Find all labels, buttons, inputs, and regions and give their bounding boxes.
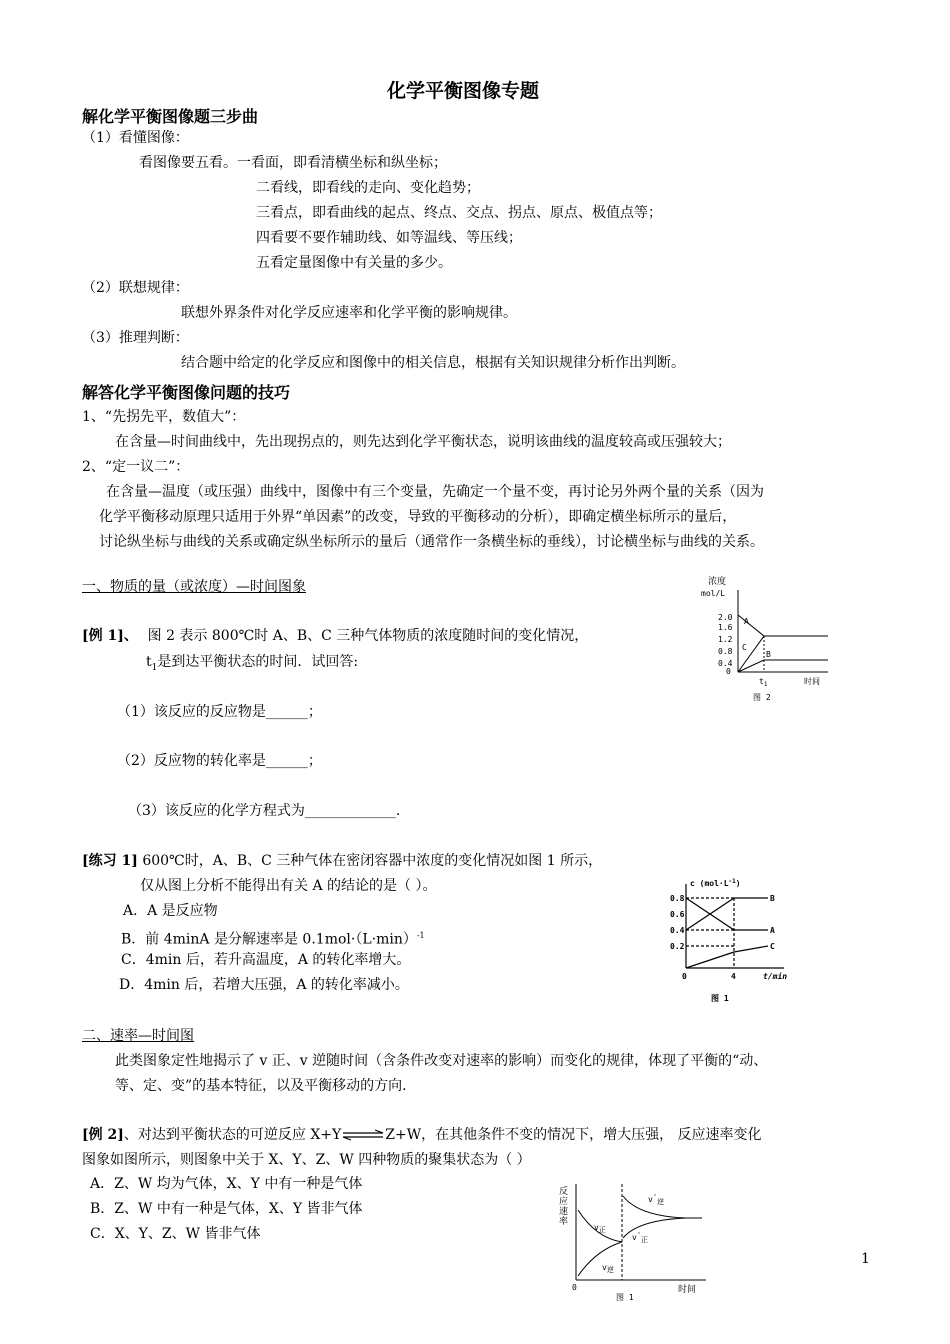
fig3-ylabel-char: 应 xyxy=(559,1197,569,1207)
example1-text xyxy=(82,627,588,645)
fig2-xtick: $t_1$ xyxy=(759,677,768,688)
fig2-series-label: C xyxy=(742,643,747,652)
figure-rate-time xyxy=(556,1180,716,1304)
fig3-v-ni-prime-label: v'逆 xyxy=(648,1193,665,1206)
step3-label: （3）推理判断： xyxy=(82,330,189,346)
example2-option-c: C．X、Y、Z、W 皆非气体 xyxy=(90,1226,261,1242)
section-heading-steps: 解化学平衡图像题三步曲 xyxy=(82,107,259,126)
practice1-line2: 仅从图上分析不能得出有关 A 的结论的是（ ）。 xyxy=(140,878,437,894)
example2-text: [例 2]、对达到平衡状态的可逆反应 X+Y Z+W，在其他条件不变的情况下，增大压强， 反应速率变化 xyxy=(82,1127,762,1143)
fig1-series-label: B xyxy=(770,894,775,903)
practice1-text: [练习 1] 600℃时，A、B、C 三种气体在密闭容器中浓度的变化情况如图 1 所示， xyxy=(82,853,603,869)
fig2-ytick: 0.8 xyxy=(718,647,733,656)
fig1-caption: 图 1 xyxy=(711,994,729,1003)
section-heading-tips: 解答化学平衡图像问题的技巧 xyxy=(82,383,291,402)
tip2-line: 讨论纵坐标与曲线的关系或确定纵坐标所示的量后（通常作一条横坐标的垂线），讨论横坐标与曲线的关系。 xyxy=(99,534,764,550)
example1-q3: （3）该反应的化学方程式为_____________. xyxy=(128,803,401,819)
fig1-ylabel: c $(mol\cdot L^{-1})$ xyxy=(690,878,741,888)
figure-2-concentration-time xyxy=(698,572,868,704)
line-a-decline xyxy=(738,615,764,636)
v-ni-curve-before xyxy=(578,1242,622,1276)
step1-line: 二看线，即看线的走向、变化趋势； xyxy=(256,180,480,196)
example1-q2: （2）反应物的转化率是______； xyxy=(117,753,322,769)
line-c-rise xyxy=(686,952,734,968)
step1-line: 五看定量图像中有关量的多少。 xyxy=(256,255,452,271)
example2-option-b: B．Z、W 中有一种是气体，X、Y 皆非气体 xyxy=(90,1201,363,1217)
line-c-plateau xyxy=(734,946,768,952)
step2-label: （2）联想规律： xyxy=(82,280,189,296)
fig3-ylabel-char: 率 xyxy=(559,1217,569,1227)
step1-label: （1）看懂图像： xyxy=(82,130,189,146)
fig3-ylabel-char: 速 xyxy=(559,1207,569,1217)
part2-intro-line: 此类图象定性地揭示了 v 正、v 逆随时间（含条件改变对速率的影响）而变化的规律，体现了平衡的“动、 xyxy=(115,1053,768,1069)
fig2-series-label: B xyxy=(766,650,771,659)
tip1-title: 1、“先拐先平，数值大”： xyxy=(82,409,246,425)
example1-line2: $t_1$是到达平衡状态的时间．试回答: xyxy=(146,654,359,673)
fig3-v-zheng-label: v正 xyxy=(594,1223,606,1234)
tip1-text: 在含量—时间曲线中，先出现拐点的，则先达到化学平衡状态，说明该曲线的温度较高或压强较大； xyxy=(115,434,731,450)
reversible-arrow-icon xyxy=(341,1129,385,1141)
fig2-ylabel: 浓度 xyxy=(708,577,727,587)
page-number: 1 xyxy=(861,1251,870,1267)
page-title: 化学平衡图像专题 xyxy=(387,80,540,102)
fig1-ytick: 0.6 xyxy=(670,910,685,919)
fig2-yunit: mol/L xyxy=(701,589,726,598)
figure-1-concentration-time xyxy=(664,872,804,1008)
fig3-v-ni-label: v逆 xyxy=(602,1263,614,1274)
practice1-option-d: D．4min 后，若增大压强，A 的转化率减小。 xyxy=(119,977,409,993)
practice1-option-b: B．前 4minA 是分解速率是 $0.1mol\cdot(L\cdot\min)^{-1}$ xyxy=(121,931,425,948)
example1-label: [例 1]、 xyxy=(82,628,138,644)
fig2-caption: 图 2 xyxy=(753,693,771,702)
fig1-series-label: C xyxy=(770,942,775,951)
part2-intro-line: 等、定、变”的基本特征，以及平衡移动的方向. xyxy=(115,1078,407,1094)
practice1-option-a: A．A 是反应物 xyxy=(123,903,218,919)
example2-line2: 图象如图所示，则图象中关于 X、Y、Z、W 四种物质的聚集状态为（ ） xyxy=(82,1152,531,1168)
fig1-ytick: 0 xyxy=(682,972,687,981)
practice1-label: [练习 1] xyxy=(82,853,138,869)
fig2-ytick: 0.4 xyxy=(718,659,733,668)
fig3-v-zheng-prime-label: v'正 xyxy=(632,1231,649,1244)
fig2-ytick: 1.2 xyxy=(718,635,733,644)
fig2-series-label: A xyxy=(744,617,749,626)
fig1-xlabel: t/min xyxy=(763,972,788,981)
fig1-ytick: 0.2 xyxy=(670,942,685,951)
example2-option-a: A．Z、W 均为气体，X、Y 中有一种是气体 xyxy=(90,1176,363,1192)
fig1-ytick: 0.4 xyxy=(670,926,685,935)
example1-body: 图 2 表示 800℃时 A、B、C 三种气体物质的浓度随时间的变化情况， xyxy=(147,628,589,644)
tip2-line: 化学平衡移动原理只适用于外界“单因素”的改变，导致的平衡移动的分析），即确定横坐标所示的量后， xyxy=(99,509,737,525)
step1-line: 三看点，即看曲线的起点、终点、交点、拐点、原点、极值点等； xyxy=(256,205,662,221)
fig3-xlabel: 时间 xyxy=(678,1285,697,1295)
fig2-ytick: 1.6 xyxy=(718,623,733,632)
example1-q1: （1）该反应的反应物是______； xyxy=(117,704,322,720)
part1-heading: 一、物质的量（或浓度）—时间图象 xyxy=(82,579,306,595)
part2-heading: 二、速率—时间图 xyxy=(82,1028,194,1044)
line-c-rise xyxy=(738,636,764,672)
fig1-xtick: 4 xyxy=(731,972,736,981)
step1-line: 四看要不要作辅助线、如等温线、等压线； xyxy=(256,230,522,246)
step2-text: 联想外界条件对化学反应速率和化学平衡的影响规律。 xyxy=(181,305,517,321)
fig2-ytick: 2.0 xyxy=(718,613,733,622)
fig1-series-label: A xyxy=(770,926,775,935)
fig3-caption: 图 1 xyxy=(616,1293,634,1302)
step1-intro: 看图像要五看。一看面，即看清横坐标和纵坐标； xyxy=(139,155,447,171)
tip2-title: 2、“定一议二”： xyxy=(82,459,190,475)
practice1-option-c: C．4min 后，若升高温度，A 的转化率增大。 xyxy=(121,952,411,968)
fig3-origin: 0 xyxy=(572,1283,577,1292)
fig3-ylabel-char: 反 xyxy=(559,1187,569,1197)
fig2-xlabel: 时间 xyxy=(804,677,820,686)
tip2-line: 在含量—温度（或压强）曲线中，图像中有三个变量，先确定一个量不变，再讨论另外两个量的关系（因为 xyxy=(106,484,764,500)
fig1-ytick: 0.8 xyxy=(670,894,685,903)
example2-label: [例 2] xyxy=(82,1127,124,1143)
step3-text: 结合题中给定的化学反应和图像中的相关信息，根据有关知识规律分析作出判断。 xyxy=(181,355,685,371)
fig2-ytick: 0 xyxy=(726,667,731,676)
